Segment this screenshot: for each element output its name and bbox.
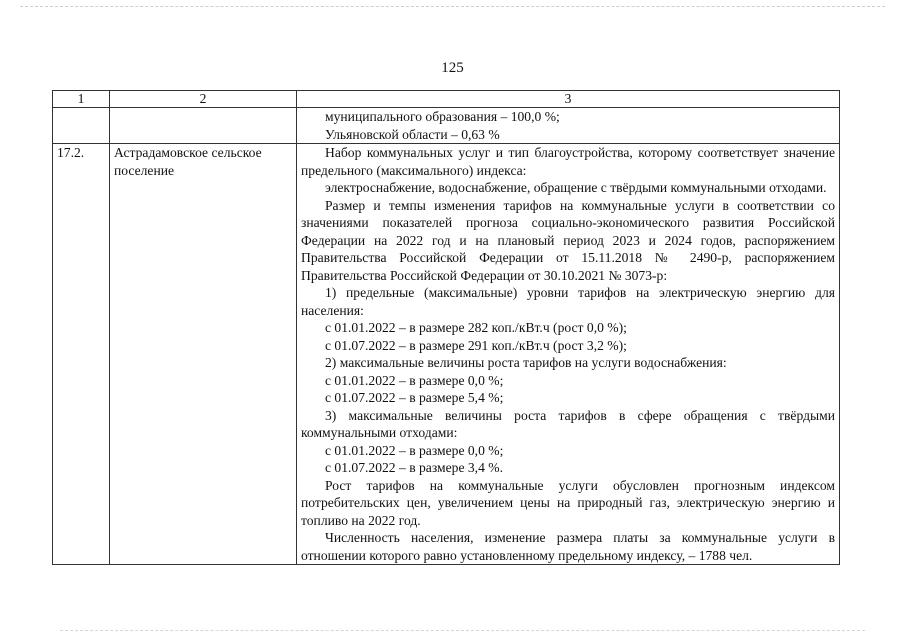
paragraph: с 01.07.2022 – в размере 291 коп./кВт.ч (рост 3,2 %);	[325, 337, 627, 353]
paragraph: 2) максимальные величины роста тарифов на услуги водоснабжения:	[325, 355, 727, 370]
paragraph: Рост тарифов на коммунальные услуги обусловлен прогнозным индексом потребительских цен, увеличением цены на природный газ, электрическую энергию и топливо на 2022 год.	[301, 477, 835, 528]
paragraph: с 01.01.2022 – в размере 282 коп./кВт.ч (рост 0,0 %);	[325, 320, 627, 335]
header-col-1: 1	[53, 91, 110, 108]
table-row-17-2	[53, 144, 840, 565]
paragraph: электроснабжение, водоснабжение, обращение с твёрдыми коммунальными отходами.	[325, 180, 827, 195]
paragraph: с 01.07.2022 – в размере 5,4 %;	[325, 390, 504, 405]
paragraph: с 01.01.2022 – в размере 0,0 %;	[325, 372, 504, 388]
paragraph: с 01.01.2022 – в размере 0,0 %;	[325, 442, 504, 458]
paragraph: 3) максимальные величины роста тарифов в сфере обращения с твёрдыми коммунальными отходами:	[301, 407, 835, 440]
scan-edge-top	[20, 6, 885, 7]
continuation-line: муниципального образования – 100,0 %;	[325, 109, 560, 124]
settlement-name: Астрадамовское сельское поселение	[110, 144, 297, 565]
paragraph: с 01.07.2022 – в размере 3,4 %.	[325, 460, 503, 475]
header-col-3: 3	[297, 91, 840, 108]
continuation-line: Ульяновской области – 0,63 %	[325, 126, 500, 142]
header-col-2: 2	[110, 91, 297, 108]
paragraph: Численность населения, изменение размера платы за коммунальные услуги в отношении которого равно установленному предельному индексу, – 1788 чел.	[301, 530, 835, 563]
continuation-row	[53, 108, 840, 144]
entry-number: 17.2.	[53, 144, 110, 565]
tariff-table	[52, 90, 840, 565]
continuation-col-2	[110, 108, 297, 144]
paragraph: 1) предельные (максимальные) уровни тарифов на электрическую энергию для населения:	[301, 285, 835, 318]
continuation-col-1	[53, 108, 110, 144]
table-header-row	[53, 91, 840, 108]
entry-description	[297, 144, 840, 565]
paragraph: Размер и темпы изменения тарифов на коммунальные услуги в соответствии со значениями показателей прогноза социально-экономического развития Российской Федерации на 2022 год и на плановый период 2023 и 2024 годов, распоряжением Правительства Российской Федерации от 15.11.2018 № 2490-р, распоряжением Правительства Российской Федерации от 30.10.2021 № 3073-р:	[301, 197, 835, 283]
continuation-text	[297, 108, 840, 144]
scan-edge-bottom	[60, 630, 865, 631]
paragraph: Набор коммунальных услуг и тип благоустройства, которому соответствует значение предельного (максимального) индекса:	[301, 145, 835, 178]
page-number: 125	[441, 60, 464, 76]
